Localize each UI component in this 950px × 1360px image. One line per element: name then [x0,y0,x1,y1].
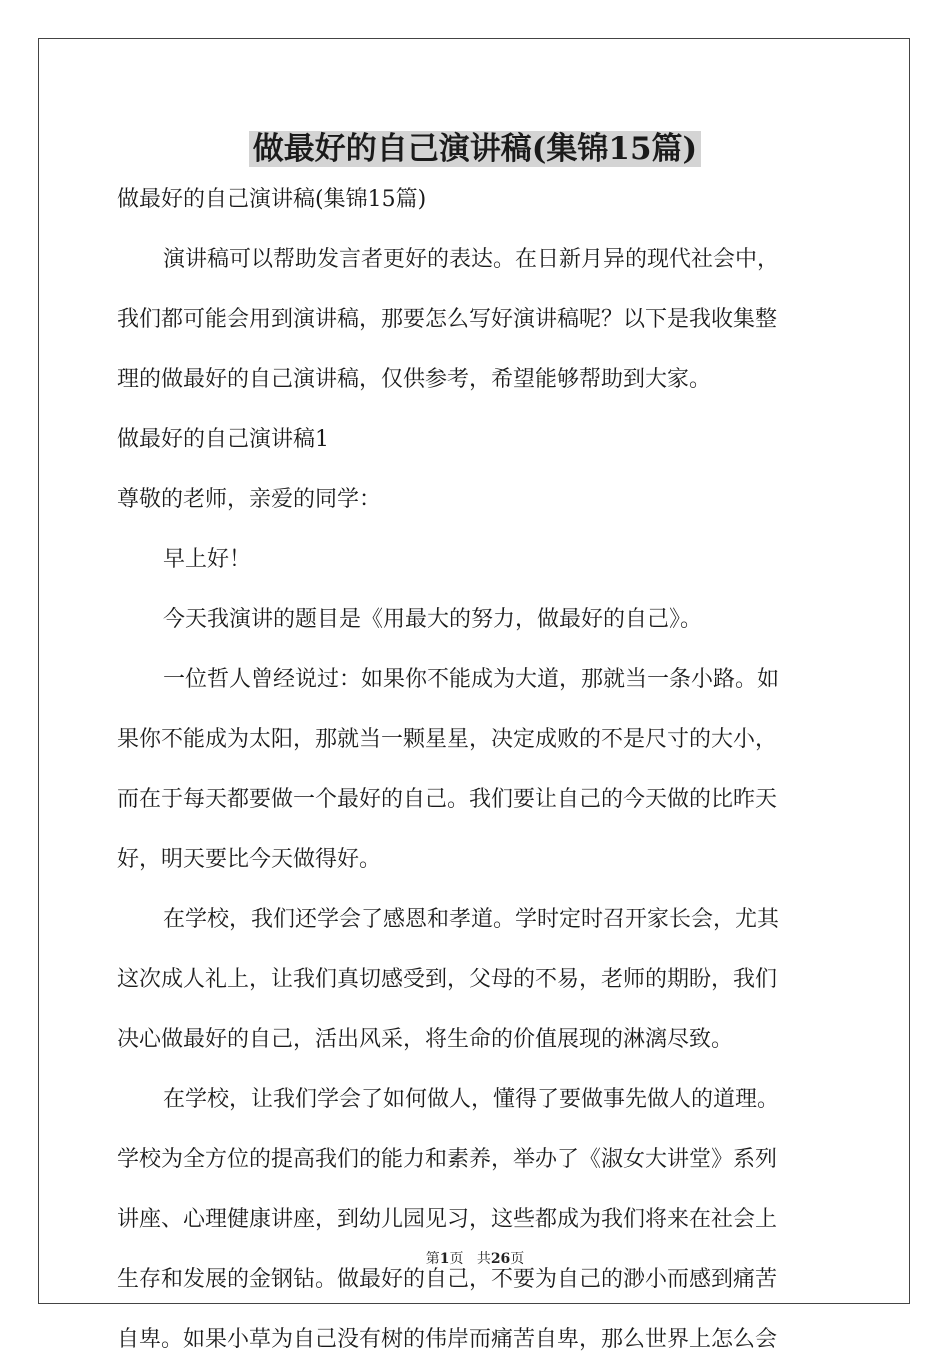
para3-line-1: 在学校，让我们学会了如何做人，懂得了要做事先做人的道理。 [163,1087,780,1112]
para1-line-1: 一位哲人曾经说过：如果你不能成为大道，那就当一条小路。如 [163,667,780,692]
page-suffix: 页 [449,1251,464,1267]
para3-line-3: 讲座、心理健康讲座，到幼儿园见习，这些都成为我们将来在社会上 [117,1207,778,1232]
document-subtitle: 做最好的自己演讲稿(集锦15篇) [117,187,427,212]
para2-line-1: 在学校，我们还学会了感恩和孝道。学时定时召开家长会，尤其 [163,907,780,932]
topic-line: 今天我演讲的题目是《用最大的努力，做最好的自己》。 [163,607,703,632]
para1-line-2: 果你不能成为太阳，那就当一颗星星，决定成败的不是尺寸的大小， [117,727,778,752]
intro-line-1: 演讲稿可以帮助发言者更好的表达。在日新月异的现代社会中， [163,247,780,272]
section-heading: 做最好的自己演讲稿1 [117,427,329,452]
para3-line-2: 学校为全方位的提高我们的能力和素养，举办了《淑女大讲堂》系列 [117,1147,778,1172]
para3-line-5: 自卑。如果小草为自己没有树的伟岸而痛苦自卑，那么世界上怎么会 [117,1327,778,1352]
total-pages: 26 [490,1251,511,1267]
intro-line-2: 我们都可能会用到演讲稿，那要怎么写好演讲稿呢？以下是我收集整 [117,307,778,332]
page-prefix: 第 [425,1251,440,1267]
total-suffix: 页 [510,1251,525,1267]
page-footer [0,1248,950,1268]
greeting: 早上好！ [163,547,252,572]
document-title-text: 做最好的自己演讲稿(集锦15篇) [249,131,701,167]
document-body [117,180,837,1360]
total-prefix: 共 [476,1251,491,1267]
document-title [0,126,950,172]
para3-line-4: 生存和发展的金钢钻。做最好的自己，不要为自己的渺小而感到痛苦 [117,1267,778,1292]
page-number: 1 [439,1251,450,1267]
intro-line-3: 理的做最好的自己演讲稿，仅供参考，希望能够帮助到大家。 [117,367,712,392]
salutation: 尊敬的老师，亲爱的同学： [117,487,382,512]
para1-line-4: 好，明天要比今天做得好。 [117,847,382,872]
para2-line-2: 这次成人礼上，让我们真切感受到，父母的不易，老师的期盼，我们 [117,967,778,992]
para2-line-3: 决心做最好的自己，活出风采，将生命的价值展现的淋漓尽致。 [117,1027,734,1052]
para1-line-3: 而在于每天都要做一个最好的自己。我们要让自己的今天做的比昨天 [117,787,778,812]
